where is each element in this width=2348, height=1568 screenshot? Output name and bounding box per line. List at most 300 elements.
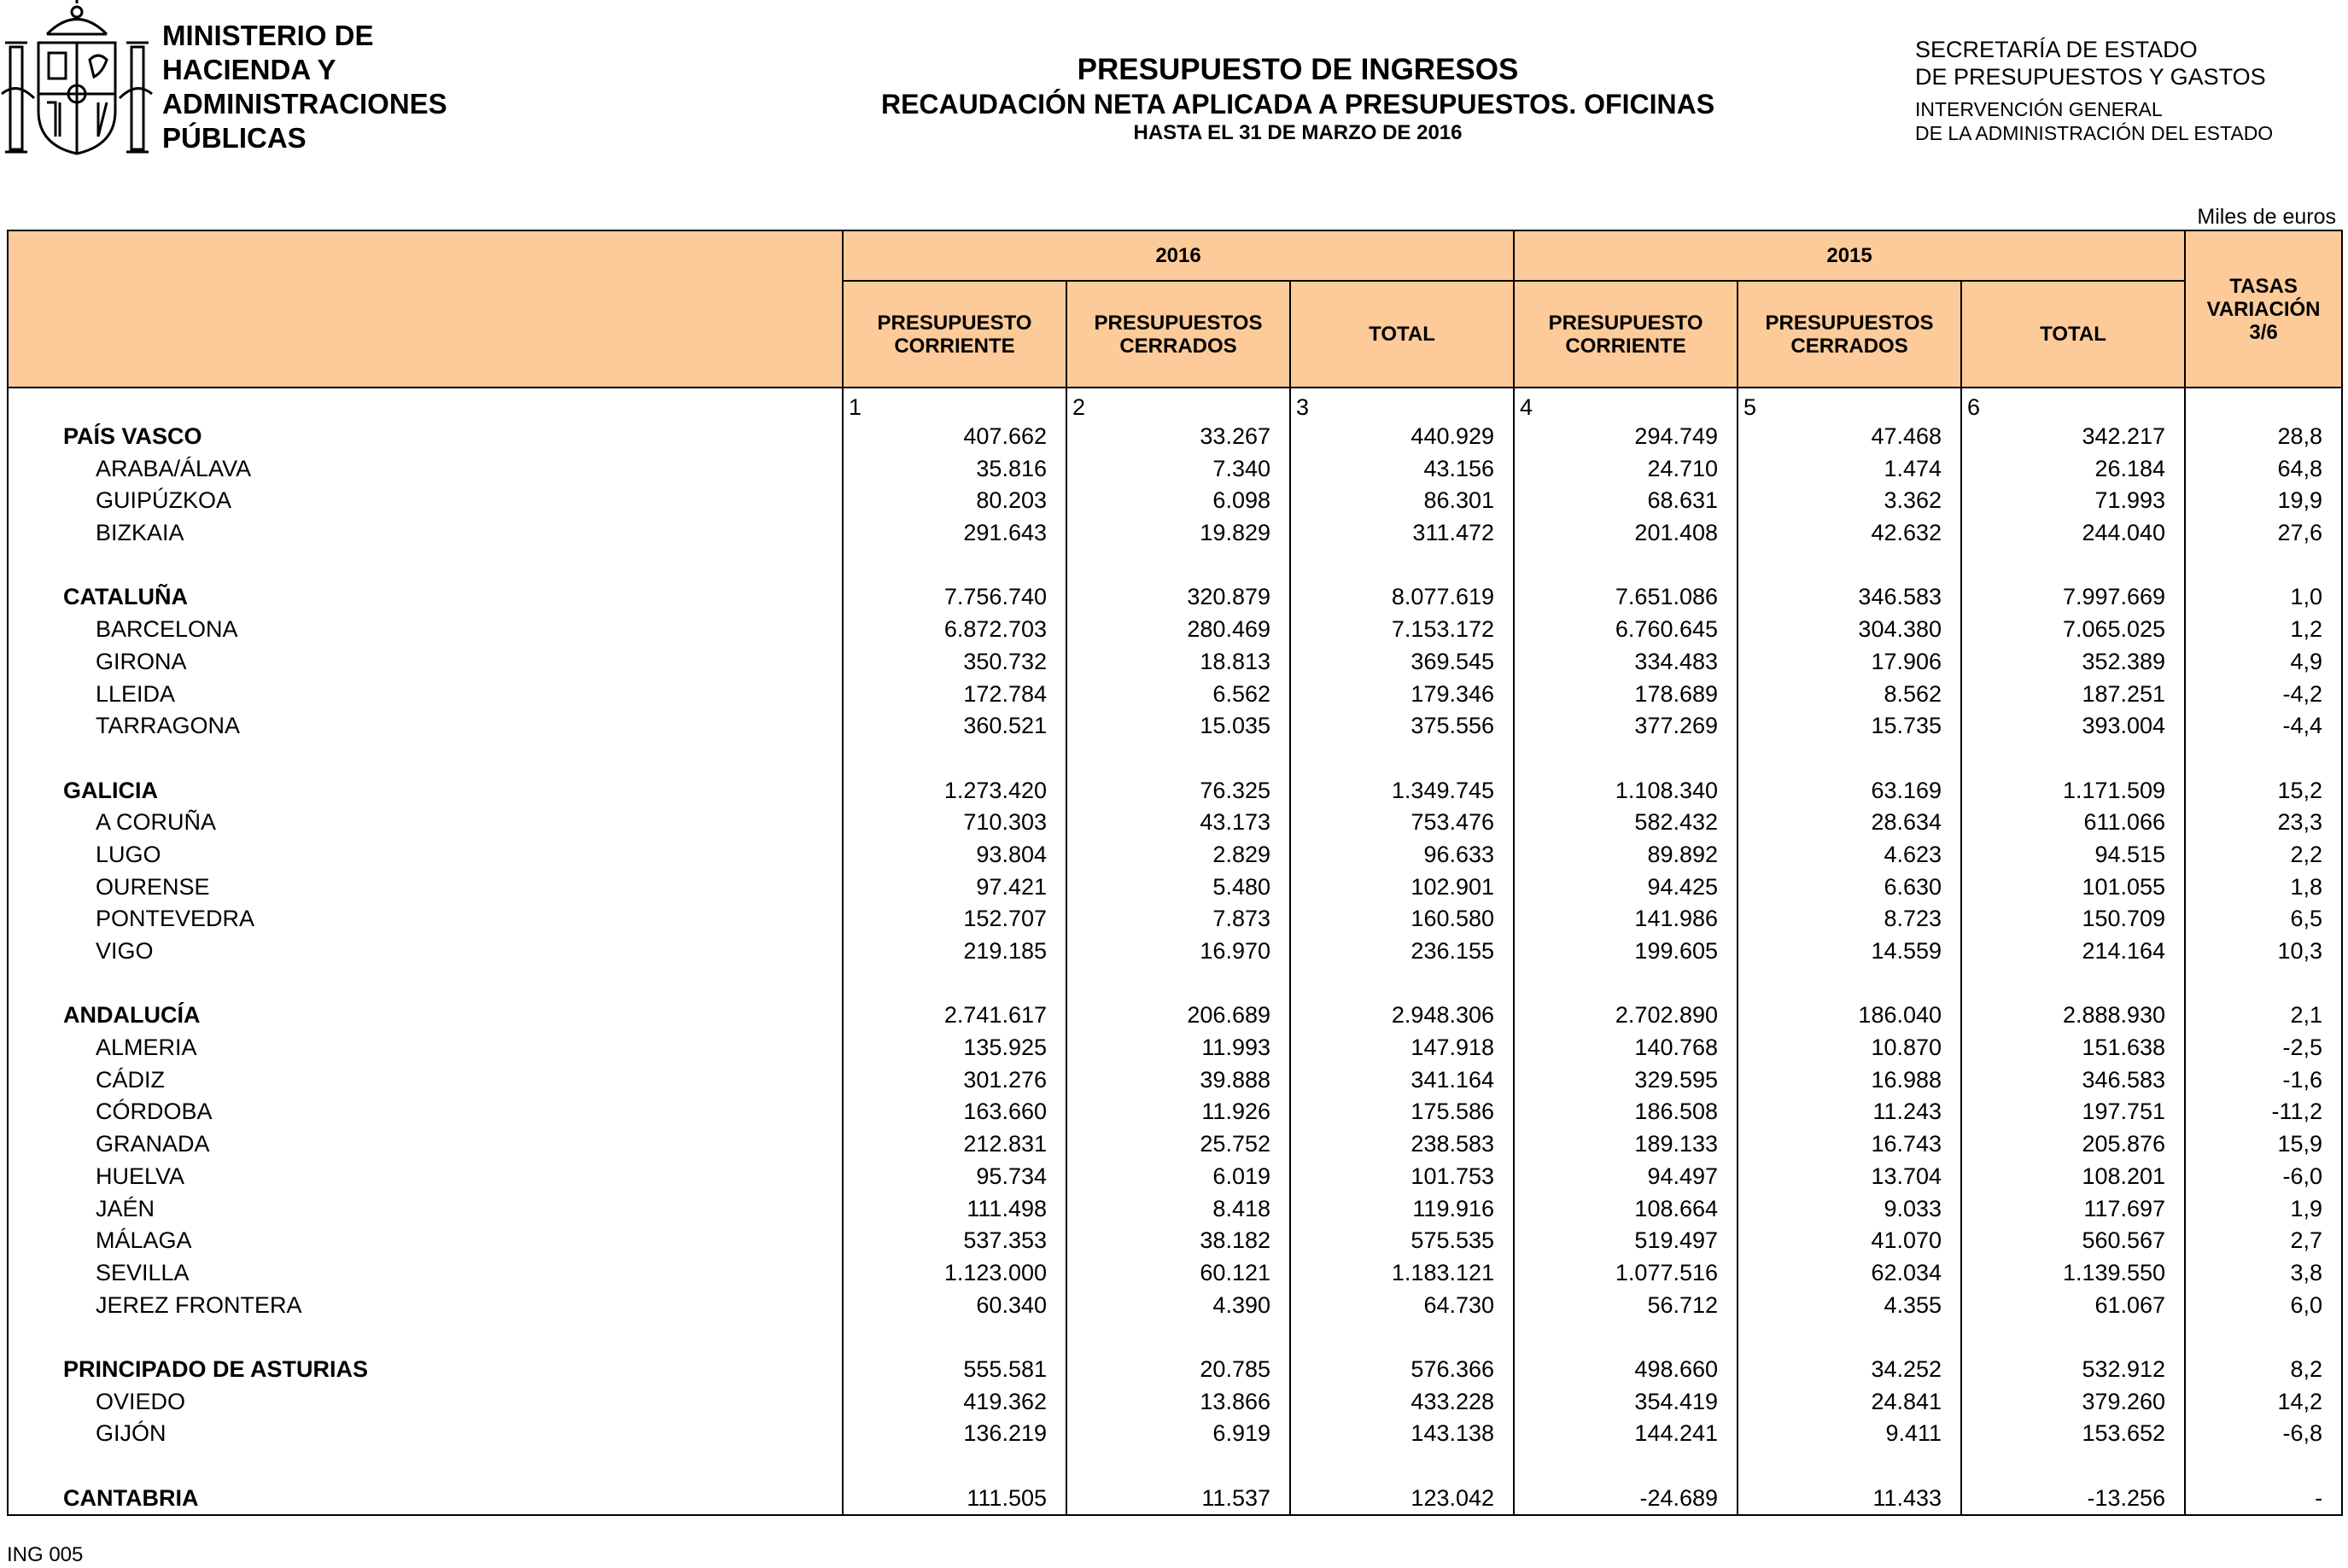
value-cell: 189.133 (1514, 1128, 1738, 1161)
province-name: GRANADA (8, 1128, 843, 1161)
spacer-row (8, 1321, 2342, 1354)
province-row (8, 936, 2342, 968)
table-body (8, 388, 2342, 1515)
column-header: TOTAL (1961, 281, 2185, 388)
province-row (8, 839, 2342, 871)
value-cell: 28.634 (1738, 807, 1961, 839)
report-date: HASTA EL 31 DE MARZO DE 2016 (1133, 121, 1463, 144)
value-cell: 102.901 (1290, 871, 1514, 903)
province-row (8, 1225, 2342, 1257)
value-cell: 360.521 (843, 710, 1066, 743)
province-name: TARRAGONA (8, 710, 843, 743)
value-cell: 24.710 (1514, 452, 1738, 485)
province-name: VIGO (8, 936, 843, 968)
value-cell: 18.813 (1066, 646, 1290, 679)
province-name: OURENSE (8, 871, 843, 903)
secretaria-line: DE PRESUPUESTOS Y GASTOS (1915, 64, 2266, 90)
value-cell: 346.583 (1961, 1064, 2185, 1096)
province-name: JEREZ FRONTERA (8, 1289, 843, 1321)
region-column-header (8, 230, 843, 388)
value-cell: 2.741.617 (843, 1000, 1066, 1032)
value-cell: 575.535 (1290, 1225, 1514, 1257)
region-row (8, 1000, 2342, 1032)
value-cell: -24.689 (1514, 1482, 1738, 1515)
province-row (8, 452, 2342, 485)
value-cell: 117.697 (1961, 1192, 2185, 1225)
value-cell: 16.988 (1738, 1064, 1961, 1096)
value-cell: -11,2 (2185, 1096, 2342, 1128)
value-cell: 96.633 (1290, 839, 1514, 871)
value-cell: 64.730 (1290, 1289, 1514, 1321)
value-cell: 152.707 (843, 903, 1066, 936)
report-subtitle: RECAUDACIÓN NETA APLICADA A PRESUPUESTOS. OFICINAS (880, 89, 1715, 119)
province-name: JAÉN (8, 1192, 843, 1225)
value-cell: 6.919 (1066, 1418, 1290, 1450)
value-cell: 1,9 (2185, 1192, 2342, 1225)
value-cell: 214.164 (1961, 936, 2185, 968)
spacer-row (8, 1450, 2342, 1483)
province-row (8, 1032, 2342, 1064)
value-cell: - (2185, 1482, 2342, 1515)
value-cell: 26.184 (1961, 452, 2185, 485)
value-cell: 753.476 (1290, 807, 1514, 839)
value-cell: 42.632 (1738, 517, 1961, 550)
value-cell: 560.567 (1961, 1225, 2185, 1257)
value-cell: 10.870 (1738, 1032, 1961, 1064)
value-cell: 80.203 (843, 485, 1066, 517)
region-row (8, 774, 2342, 807)
ministry-line: ADMINISTRACIONES (162, 88, 447, 119)
province-name: GUIPÚZKOA (8, 485, 843, 517)
value-cell: 7.651.086 (1514, 581, 1738, 614)
region-name: ANDALUCÍA (8, 1000, 843, 1032)
value-cell: 136.219 (843, 1418, 1066, 1450)
value-cell: 379.260 (1961, 1385, 2185, 1418)
region-name: CANTABRIA (8, 1482, 843, 1515)
value-cell: 111.498 (843, 1192, 1066, 1225)
value-cell: 5.480 (1066, 871, 1290, 903)
value-cell: 407.662 (843, 421, 1066, 453)
value-cell: 8.077.619 (1290, 581, 1514, 614)
value-cell: 97.421 (843, 871, 1066, 903)
value-cell: 27,6 (2185, 517, 2342, 550)
value-cell: 219.185 (843, 936, 1066, 968)
revenue-table (7, 230, 2343, 1516)
value-cell: 143.138 (1290, 1418, 1514, 1450)
value-cell: 94.515 (1961, 839, 2185, 871)
value-cell: 150.709 (1961, 903, 2185, 936)
column-number: 6 (1961, 388, 2185, 421)
value-cell: -4,4 (2185, 710, 2342, 743)
value-cell: 1.171.509 (1961, 774, 2185, 807)
spacer-row (8, 549, 2342, 581)
province-name: BIZKAIA (8, 517, 843, 550)
value-cell: 1,2 (2185, 614, 2342, 646)
column-number: 2 (1066, 388, 1290, 421)
value-cell: 1.474 (1738, 452, 1961, 485)
value-cell: 160.580 (1290, 903, 1514, 936)
province-row (8, 1064, 2342, 1096)
province-row (8, 903, 2342, 936)
spacer-row (8, 743, 2342, 775)
province-name: CÓRDOBA (8, 1096, 843, 1128)
value-cell: 1.139.550 (1961, 1257, 2185, 1290)
value-cell: 68.631 (1514, 485, 1738, 517)
value-cell: 7.756.740 (843, 581, 1066, 614)
intervencion-line: DE LA ADMINISTRACIÓN DEL ESTADO (1915, 122, 2274, 144)
value-cell: 1.273.420 (843, 774, 1066, 807)
column-header: PRESUPUESTO CORRIENTE (1514, 281, 1738, 388)
value-cell: 151.638 (1961, 1032, 2185, 1064)
province-row (8, 517, 2342, 550)
value-cell: 186.508 (1514, 1096, 1738, 1128)
value-cell: 6,0 (2185, 1289, 2342, 1321)
coat-of-arms-logo (0, 0, 154, 162)
value-cell: 14.559 (1738, 936, 1961, 968)
value-cell: 94.425 (1514, 871, 1738, 903)
value-cell: -6,8 (2185, 1418, 2342, 1450)
province-name: GIRONA (8, 646, 843, 679)
province-row (8, 807, 2342, 839)
value-cell: -2,5 (2185, 1032, 2342, 1064)
value-cell: 6,5 (2185, 903, 2342, 936)
value-cell: 56.712 (1514, 1289, 1738, 1321)
value-cell: 11.243 (1738, 1096, 1961, 1128)
region-name: CATALUÑA (8, 581, 843, 614)
value-cell: 25.752 (1066, 1128, 1290, 1161)
province-name: SEVILLA (8, 1257, 843, 1290)
secretaria-block (1915, 36, 2266, 90)
province-name: ARABA/ÁLAVA (8, 452, 843, 485)
ministry-line: MINISTERIO DE (162, 20, 374, 51)
value-cell: 15.735 (1738, 710, 1961, 743)
province-name: OVIEDO (8, 1385, 843, 1418)
value-cell: 60.340 (843, 1289, 1066, 1321)
value-cell: 1.108.340 (1514, 774, 1738, 807)
value-cell: 16.743 (1738, 1128, 1961, 1161)
value-cell: 7.873 (1066, 903, 1290, 936)
value-cell: 7.997.669 (1961, 581, 2185, 614)
value-cell: 498.660 (1514, 1354, 1738, 1386)
value-cell: 19,9 (2185, 485, 2342, 517)
value-cell: 108.201 (1961, 1161, 2185, 1193)
value-cell: 320.879 (1066, 581, 1290, 614)
value-cell: 582.432 (1514, 807, 1738, 839)
value-cell: 14,2 (2185, 1385, 2342, 1418)
province-row (8, 614, 2342, 646)
value-cell: 71.993 (1961, 485, 2185, 517)
year-header-2016: 2016 (843, 230, 1514, 281)
value-cell: 3,8 (2185, 1257, 2342, 1290)
value-cell: 179.346 (1290, 678, 1514, 710)
value-cell: 8.723 (1738, 903, 1961, 936)
value-cell: 6.562 (1066, 678, 1290, 710)
value-cell: 64,8 (2185, 452, 2342, 485)
value-cell: 519.497 (1514, 1225, 1738, 1257)
value-cell: 350.732 (843, 646, 1066, 679)
value-cell: 35.816 (843, 452, 1066, 485)
value-cell: 1.123.000 (843, 1257, 1066, 1290)
value-cell: 76.325 (1066, 774, 1290, 807)
value-cell: 537.353 (843, 1225, 1066, 1257)
value-cell: 2.948.306 (1290, 1000, 1514, 1032)
value-cell: 13.704 (1738, 1161, 1961, 1193)
value-cell: 2.829 (1066, 839, 1290, 871)
value-cell: 6.872.703 (843, 614, 1066, 646)
value-cell: 206.689 (1066, 1000, 1290, 1032)
value-cell: 301.276 (843, 1064, 1066, 1096)
value-cell: 9.033 (1738, 1192, 1961, 1225)
value-cell: 43.156 (1290, 452, 1514, 485)
column-header: PRESUPUESTOS CERRADOS (1738, 281, 1961, 388)
value-cell: 1.183.121 (1290, 1257, 1514, 1290)
value-cell: 17.906 (1738, 646, 1961, 679)
province-row (8, 1192, 2342, 1225)
value-cell: 1,0 (2185, 581, 2342, 614)
province-row (8, 1385, 2342, 1418)
value-cell: 20.785 (1066, 1354, 1290, 1386)
value-cell: 4.355 (1738, 1289, 1961, 1321)
region-row (8, 581, 2342, 614)
value-cell: 329.595 (1514, 1064, 1738, 1096)
province-row (8, 710, 2342, 743)
value-cell: 175.586 (1290, 1096, 1514, 1128)
column-number: 5 (1738, 388, 1961, 421)
value-cell: 111.505 (843, 1482, 1066, 1515)
province-name: BARCELONA (8, 614, 843, 646)
value-cell: 11.537 (1066, 1482, 1290, 1515)
secretaria-line: SECRETARÍA DE ESTADO (1915, 37, 2198, 62)
column-header: TOTAL (1290, 281, 1514, 388)
value-cell: 19.829 (1066, 517, 1290, 550)
region-name: PRINCIPADO DE ASTURIAS (8, 1354, 843, 1386)
region-row (8, 1354, 2342, 1386)
value-cell: 63.169 (1738, 774, 1961, 807)
value-cell: 352.389 (1961, 646, 2185, 679)
column-header: PRESUPUESTOS CERRADOS (1066, 281, 1290, 388)
value-cell: 101.753 (1290, 1161, 1514, 1193)
value-cell: 9.411 (1738, 1418, 1961, 1450)
value-cell: 4.390 (1066, 1289, 1290, 1321)
ministry-name (162, 19, 447, 155)
value-cell: 47.468 (1738, 421, 1961, 453)
province-name: MÁLAGA (8, 1225, 843, 1257)
value-cell: 11.926 (1066, 1096, 1290, 1128)
report-code: ING 005 (7, 1543, 84, 1566)
province-row (8, 1289, 2342, 1321)
value-cell: 280.469 (1066, 614, 1290, 646)
value-cell: 101.055 (1961, 871, 2185, 903)
value-cell: 375.556 (1290, 710, 1514, 743)
value-cell: 147.918 (1290, 1032, 1514, 1064)
value-cell: 15,2 (2185, 774, 2342, 807)
value-cell: 341.164 (1290, 1064, 1514, 1096)
value-cell: 369.545 (1290, 646, 1514, 679)
value-cell: 304.380 (1738, 614, 1961, 646)
value-cell: 13.866 (1066, 1385, 1290, 1418)
column-number: 3 (1290, 388, 1514, 421)
value-cell: 576.366 (1290, 1354, 1514, 1386)
column-number: 1 (843, 388, 1066, 421)
province-row (8, 678, 2342, 710)
value-cell: 532.912 (1961, 1354, 2185, 1386)
province-row (8, 1096, 2342, 1128)
value-cell: 2,2 (2185, 839, 2342, 871)
value-cell: 433.228 (1290, 1385, 1514, 1418)
column-number: 4 (1514, 388, 1738, 421)
value-cell: 8.418 (1066, 1192, 1290, 1225)
value-cell: 28,8 (2185, 421, 2342, 453)
value-cell: -4,2 (2185, 678, 2342, 710)
value-cell: 41.070 (1738, 1225, 1961, 1257)
value-cell: 186.040 (1738, 1000, 1961, 1032)
spacer-row (8, 967, 2342, 1000)
value-cell: 16.970 (1066, 936, 1290, 968)
value-cell: 3.362 (1738, 485, 1961, 517)
variation-rate-header: TASAS VARIACIÓN 3/6 (2185, 230, 2342, 388)
province-row (8, 1161, 2342, 1193)
value-cell: 38.182 (1066, 1225, 1290, 1257)
value-cell: 710.303 (843, 807, 1066, 839)
value-cell: 119.916 (1290, 1192, 1514, 1225)
value-cell: 11.433 (1738, 1482, 1961, 1515)
province-name: CÁDIZ (8, 1064, 843, 1096)
value-cell: 238.583 (1290, 1128, 1514, 1161)
value-cell: 135.925 (843, 1032, 1066, 1064)
value-cell: 62.034 (1738, 1257, 1961, 1290)
value-cell: 10,3 (2185, 936, 2342, 968)
value-cell: 4.623 (1738, 839, 1961, 871)
value-cell: 1.349.745 (1290, 774, 1514, 807)
value-cell: 108.664 (1514, 1192, 1738, 1225)
value-cell: 140.768 (1514, 1032, 1738, 1064)
value-cell: 212.831 (843, 1128, 1066, 1161)
value-cell: 1.077.516 (1514, 1257, 1738, 1290)
value-cell: 8,2 (2185, 1354, 2342, 1386)
value-cell: 33.267 (1066, 421, 1290, 453)
value-cell: 201.408 (1514, 517, 1738, 550)
value-cell: 123.042 (1290, 1482, 1514, 1515)
intervencion-block (1915, 97, 2273, 145)
value-cell: 2,7 (2185, 1225, 2342, 1257)
value-cell: 144.241 (1514, 1418, 1738, 1450)
value-cell: 141.986 (1514, 903, 1738, 936)
value-cell: 346.583 (1738, 581, 1961, 614)
province-row (8, 1257, 2342, 1290)
year-header-2015: 2015 (1514, 230, 2185, 281)
province-row (8, 871, 2342, 903)
ministry-line: PÚBLICAS (162, 122, 307, 154)
province-row (8, 1128, 2342, 1161)
province-row (8, 485, 2342, 517)
value-cell: 6.760.645 (1514, 614, 1738, 646)
value-cell: 393.004 (1961, 710, 2185, 743)
value-cell: 94.497 (1514, 1161, 1738, 1193)
value-cell: 15.035 (1066, 710, 1290, 743)
value-cell: 7.153.172 (1290, 614, 1514, 646)
value-cell: 2.702.890 (1514, 1000, 1738, 1032)
value-cell: 34.252 (1738, 1354, 1961, 1386)
value-cell: 334.483 (1514, 646, 1738, 679)
province-row (8, 646, 2342, 679)
value-cell: 294.749 (1514, 421, 1738, 453)
value-cell: 15,9 (2185, 1128, 2342, 1161)
value-cell: 23,3 (2185, 807, 2342, 839)
value-cell: 39.888 (1066, 1064, 1290, 1096)
value-cell: 153.652 (1961, 1418, 2185, 1450)
value-cell: 93.804 (843, 839, 1066, 871)
value-cell: 377.269 (1514, 710, 1738, 743)
value-cell: 60.121 (1066, 1257, 1290, 1290)
value-cell: 236.155 (1290, 936, 1514, 968)
value-cell: 172.784 (843, 678, 1066, 710)
value-cell: -1,6 (2185, 1064, 2342, 1096)
value-cell: 11.993 (1066, 1032, 1290, 1064)
units-label: Miles de euros (2197, 205, 2336, 229)
value-cell: 8.562 (1738, 678, 1961, 710)
province-name: A CORUÑA (8, 807, 843, 839)
value-cell: 197.751 (1961, 1096, 2185, 1128)
value-cell: 7.065.025 (1961, 614, 2185, 646)
province-name: GIJÓN (8, 1418, 843, 1450)
intervencion-line: INTERVENCIÓN GENERAL (1915, 98, 2163, 120)
value-cell: 244.040 (1961, 517, 2185, 550)
value-cell: 61.067 (1961, 1289, 2185, 1321)
column-header: PRESUPUESTO CORRIENTE (843, 281, 1066, 388)
value-cell: 187.251 (1961, 678, 2185, 710)
value-cell: 342.217 (1961, 421, 2185, 453)
value-cell: 440.929 (1290, 421, 1514, 453)
province-name: LLEIDA (8, 678, 843, 710)
value-cell: 4,9 (2185, 646, 2342, 679)
value-cell: 555.581 (843, 1354, 1066, 1386)
value-cell: 6.630 (1738, 871, 1961, 903)
value-cell: 2.888.930 (1961, 1000, 2185, 1032)
province-name: LUGO (8, 839, 843, 871)
column-number-row (8, 388, 2342, 421)
value-cell: 95.734 (843, 1161, 1066, 1193)
value-cell: 24.841 (1738, 1385, 1961, 1418)
province-name: ALMERIA (8, 1032, 843, 1064)
value-cell: 86.301 (1290, 485, 1514, 517)
value-cell: 163.660 (843, 1096, 1066, 1128)
value-cell: 291.643 (843, 517, 1066, 550)
region-name: PAÍS VASCO (8, 421, 843, 453)
value-cell: 178.689 (1514, 678, 1738, 710)
value-cell: 419.362 (843, 1385, 1066, 1418)
value-cell: 6.098 (1066, 485, 1290, 517)
ministry-line: HACIENDA Y (162, 54, 336, 85)
value-cell: 611.066 (1961, 807, 2185, 839)
value-cell: 205.876 (1961, 1128, 2185, 1161)
value-cell: 354.419 (1514, 1385, 1738, 1418)
report-title: PRESUPUESTO DE INGRESOS (1077, 53, 1519, 86)
province-row (8, 1418, 2342, 1450)
value-cell: 89.892 (1514, 839, 1738, 871)
province-name: PONTEVEDRA (8, 903, 843, 936)
value-cell: 7.340 (1066, 452, 1290, 485)
value-cell: 6.019 (1066, 1161, 1290, 1193)
value-cell: 311.472 (1290, 517, 1514, 550)
region-row (8, 1482, 2342, 1515)
value-cell: -13.256 (1961, 1482, 2185, 1515)
region-row (8, 421, 2342, 453)
value-cell: 199.605 (1514, 936, 1738, 968)
region-name: GALICIA (8, 774, 843, 807)
province-name: HUELVA (8, 1161, 843, 1193)
value-cell: 1,8 (2185, 871, 2342, 903)
value-cell: 43.173 (1066, 807, 1290, 839)
